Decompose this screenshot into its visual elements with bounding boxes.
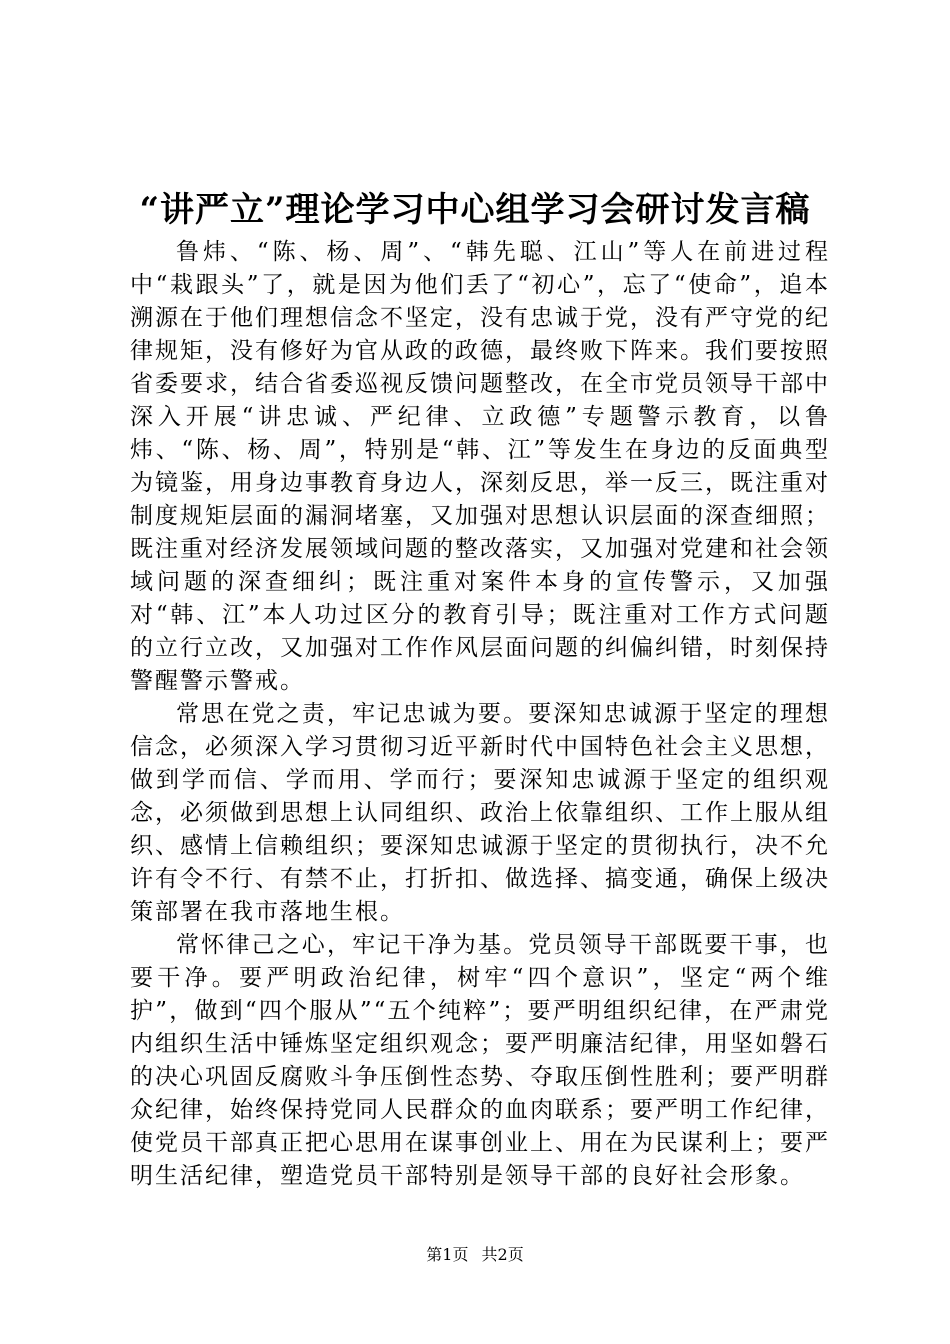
page-number-total: 共2页 — [481, 1245, 524, 1264]
paragraph-1: 鲁炜、“陈、杨、周”、“韩先聪、江山”等人在前进过程中“栽跟头”了，就是因为他们丢了“初心”，忘了“使命”，追本溯源在于他们理想信念不坚定，没有忠诚于党，没有严守党的纪律规矩，没有修好为官从政的政德，最终败下阵来。我们要按照省委要求，结合省委巡视反馈问题整改，在全市党员领导干部中深入开展“讲忠诚、严纪律、立政德”专题警示教育，以鲁炜、“陈、杨、周”，特别是“韩、江”等发生在身边的反面典型为镜鉴，用身边事教育身边人，深刻反思，举一反三，既注重对制度规矩层面的漏洞堵塞，又加强对思想认识层面的深查细照；既注重对经济发展领域问题的整改落实，又加强对党建和社会领域问题的深查细纠；既注重对案件本身的宣传警示，又加强对“韩、江”本人功过区分的教育引导；既注重对工作方式问题的立行立改，又加强对工作作风层面问题的纠偏纠错，时刻保持警醒警示警戒。 — [130, 239, 830, 694]
document-title: “讲严立”理论学习中心组学习会研讨发言稿 — [139, 190, 811, 230]
paragraph-2: 常思在党之责，牢记忠诚为要。要深知忠诚源于坚定的理想信念，必须深入学习贯彻习近平新时代中国特色社会主义思想，做到学而信、学而用、学而行；要深知忠诚源于坚定的组织观念，必须做到思想上认同组织、政治上依靠组织、工作上服从组织、感情上信赖组织；要深知忠诚源于坚定的贯彻执行，决不允许有令不行、有禁不止，打折扣、做选择、搞变通，确保上级决策部署在我市落地生根。 — [130, 701, 830, 925]
paragraph-3: 常怀律己之心，牢记干净为基。党员领导干部既要干事，也要干净。要严明政治纪律，树牢“四个意识”，坚定“两个维护”，做到“四个服从”“五个纯粹”；要严明组织纪律，在严肃党内组织生活中锤炼坚定组织观念；要严明廉洁纪律，用坚如磐石的决心巩固反腐败斗争压倒性态势、夺取压倒性胜利；要严明群众纪律，始终保持党同人民群众的血肉联系；要严明工作纪律，使党员干部真正把心思用在谋事创业上、用在为民谋利上；要严明生活纪律，塑造党员干部特别是领导干部的良好社会形象。 — [130, 932, 830, 1189]
page-number-current: 第1页 — [426, 1245, 469, 1264]
document-body — [130, 236, 830, 1193]
page-footer — [0, 1245, 950, 1265]
